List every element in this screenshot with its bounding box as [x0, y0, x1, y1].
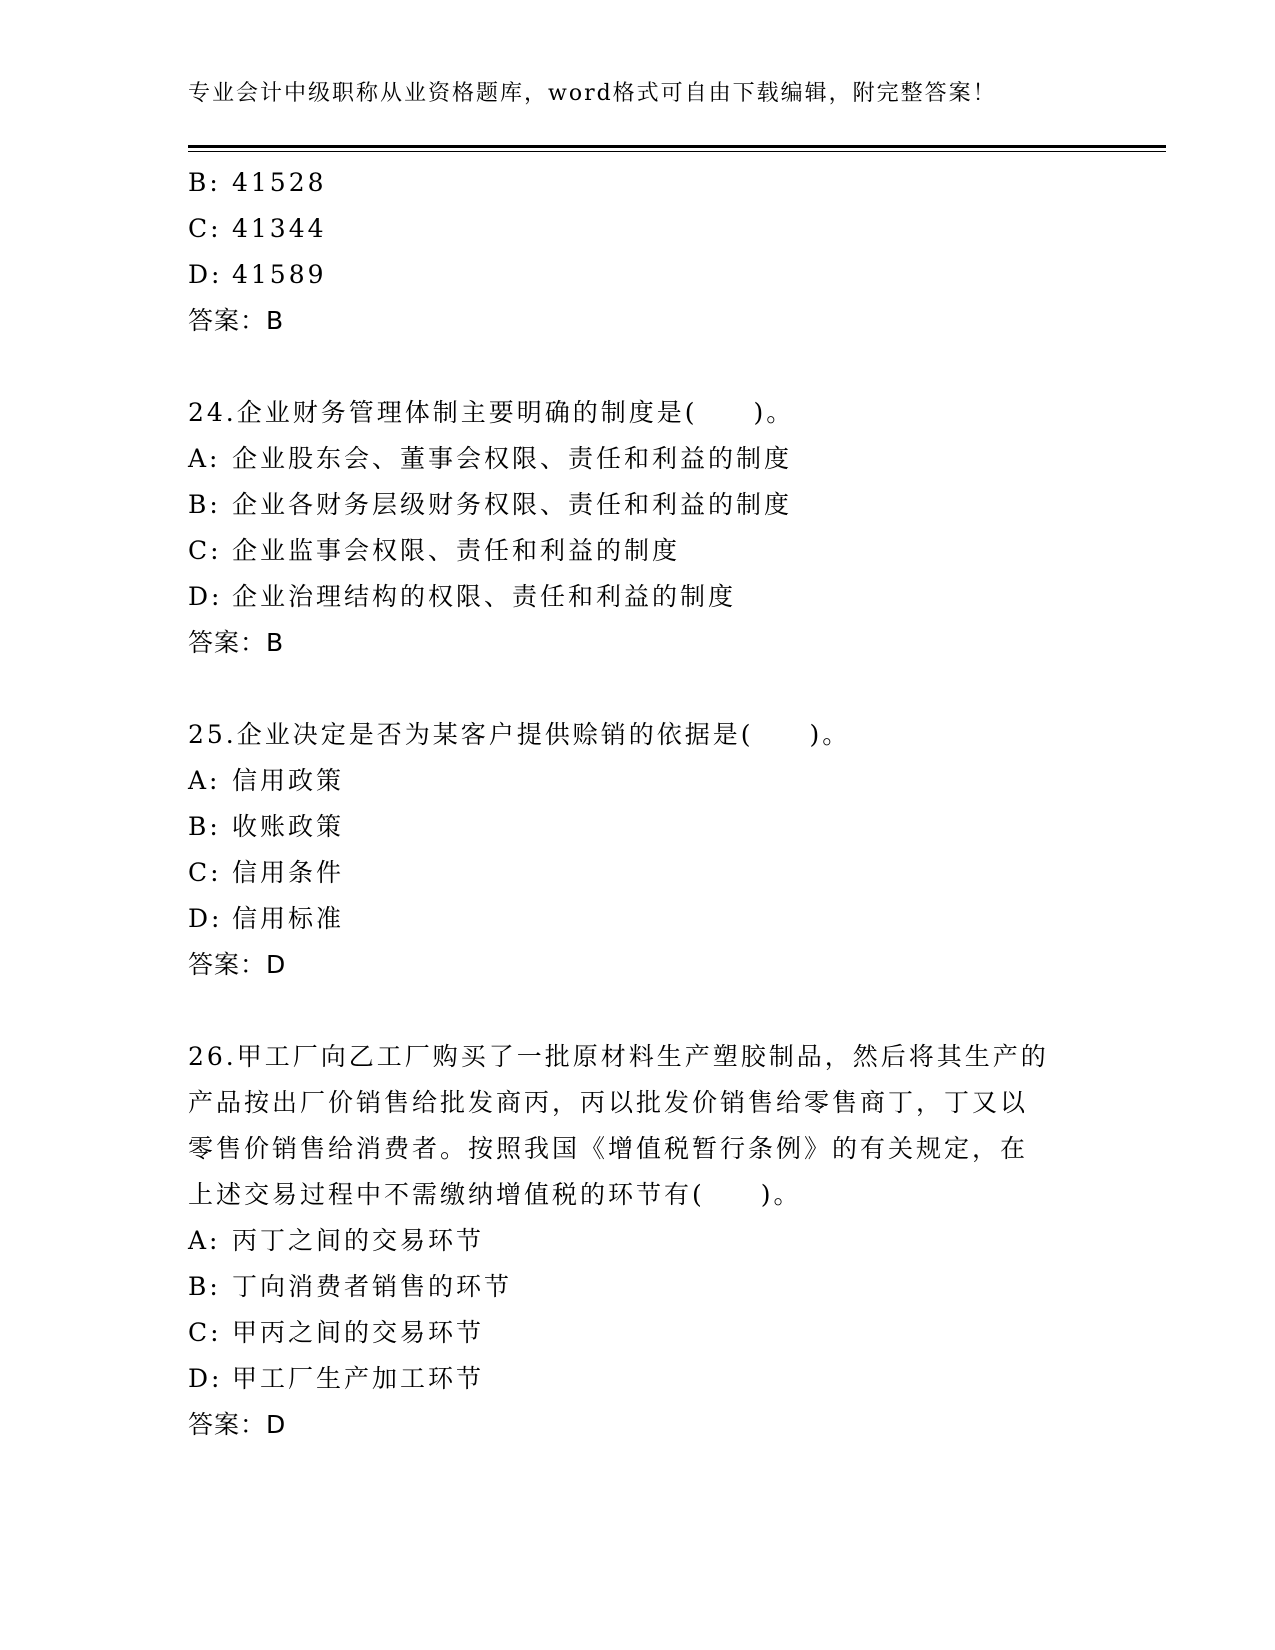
header-rule [188, 145, 1166, 148]
option-letter: B: [188, 812, 221, 841]
option-letter: A: [188, 1226, 221, 1255]
answer-line: 答案：B [188, 628, 285, 657]
option-text: 甲工厂生产加工环节 [232, 1364, 485, 1393]
option-letter: B: [188, 168, 221, 197]
option-d [188, 574, 1088, 620]
option-d [188, 1356, 1088, 1402]
answer-line: 答案：D [188, 950, 287, 979]
option-text: 企业监事会权限、责任和利益的制度 [232, 536, 681, 565]
question-stem-line: 零售价销售给消费者。按照我国《增值税暂行条例》的有关规定，在 [188, 1134, 1029, 1163]
option-letter: C: [188, 1318, 222, 1347]
option-text: 信用标准 [232, 904, 345, 933]
option-letter: A: [188, 766, 221, 795]
answer-line: 答案：B [188, 306, 285, 335]
option-a [188, 1218, 1088, 1264]
option-a [188, 436, 1088, 482]
option-letter: D: [188, 260, 223, 289]
option-text: 企业治理结构的权限、责任和利益的制度 [232, 582, 737, 611]
option-text: 收账政策 [232, 812, 345, 841]
option-text: 信用政策 [232, 766, 345, 795]
option-text: 41589 [232, 260, 327, 289]
question-stem: 24.企业财务管理体制主要明确的制度是( )。 [188, 398, 795, 427]
option-letter: D: [188, 904, 223, 933]
option-c [188, 528, 1088, 574]
option-letter: C: [188, 214, 222, 243]
question-25 [188, 712, 1088, 988]
question-stem-line: 26.甲工厂向乙工厂购买了一批原材料生产塑胶制品，然后将其生产的 [188, 1042, 1049, 1071]
option-letter: D: [188, 1364, 223, 1393]
header-rule-thin [188, 151, 1166, 152]
question-24 [188, 390, 1088, 666]
option-text: 企业股东会、董事会权限、责任和利益的制度 [232, 444, 793, 473]
option-b [188, 160, 1088, 206]
option-letter: B: [188, 490, 221, 519]
option-b [188, 482, 1088, 528]
question-23 [188, 160, 1088, 344]
option-c [188, 1310, 1088, 1356]
option-letter: C: [188, 858, 222, 887]
option-c [188, 206, 1088, 252]
option-text: 41344 [232, 214, 327, 243]
option-c [188, 850, 1088, 896]
option-letter: B: [188, 1272, 221, 1301]
option-letter: C: [188, 536, 222, 565]
question-stem: 25.企业决定是否为某客户提供赊销的依据是( )。 [188, 720, 851, 749]
page-header: 专业会计中级职称从业资格题库，word格式可自由下载编辑，附完整答案！ [188, 81, 997, 106]
option-b [188, 804, 1088, 850]
option-text: 甲丙之间的交易环节 [232, 1318, 485, 1347]
option-d [188, 252, 1088, 298]
question-stem-line: 上述交易过程中不需缴纳增值税的环节有( )。 [188, 1180, 802, 1209]
document-body [188, 160, 1088, 1448]
option-text: 41528 [232, 168, 327, 197]
answer-line: 答案：D [188, 1410, 287, 1439]
option-a [188, 758, 1088, 804]
option-b [188, 1264, 1088, 1310]
option-letter: D: [188, 582, 223, 611]
option-text: 企业各财务层级财务权限、责任和利益的制度 [232, 490, 793, 519]
option-text: 丁向消费者销售的环节 [232, 1272, 513, 1301]
question-26 [188, 1034, 1088, 1448]
option-letter: A: [188, 444, 221, 473]
option-text: 丙丁之间的交易环节 [232, 1226, 485, 1255]
option-text: 信用条件 [232, 858, 345, 887]
question-stem-line: 产品按出厂价销售给批发商丙，丙以批发价销售给零售商丁，丁又以 [188, 1088, 1029, 1117]
option-d [188, 896, 1088, 942]
